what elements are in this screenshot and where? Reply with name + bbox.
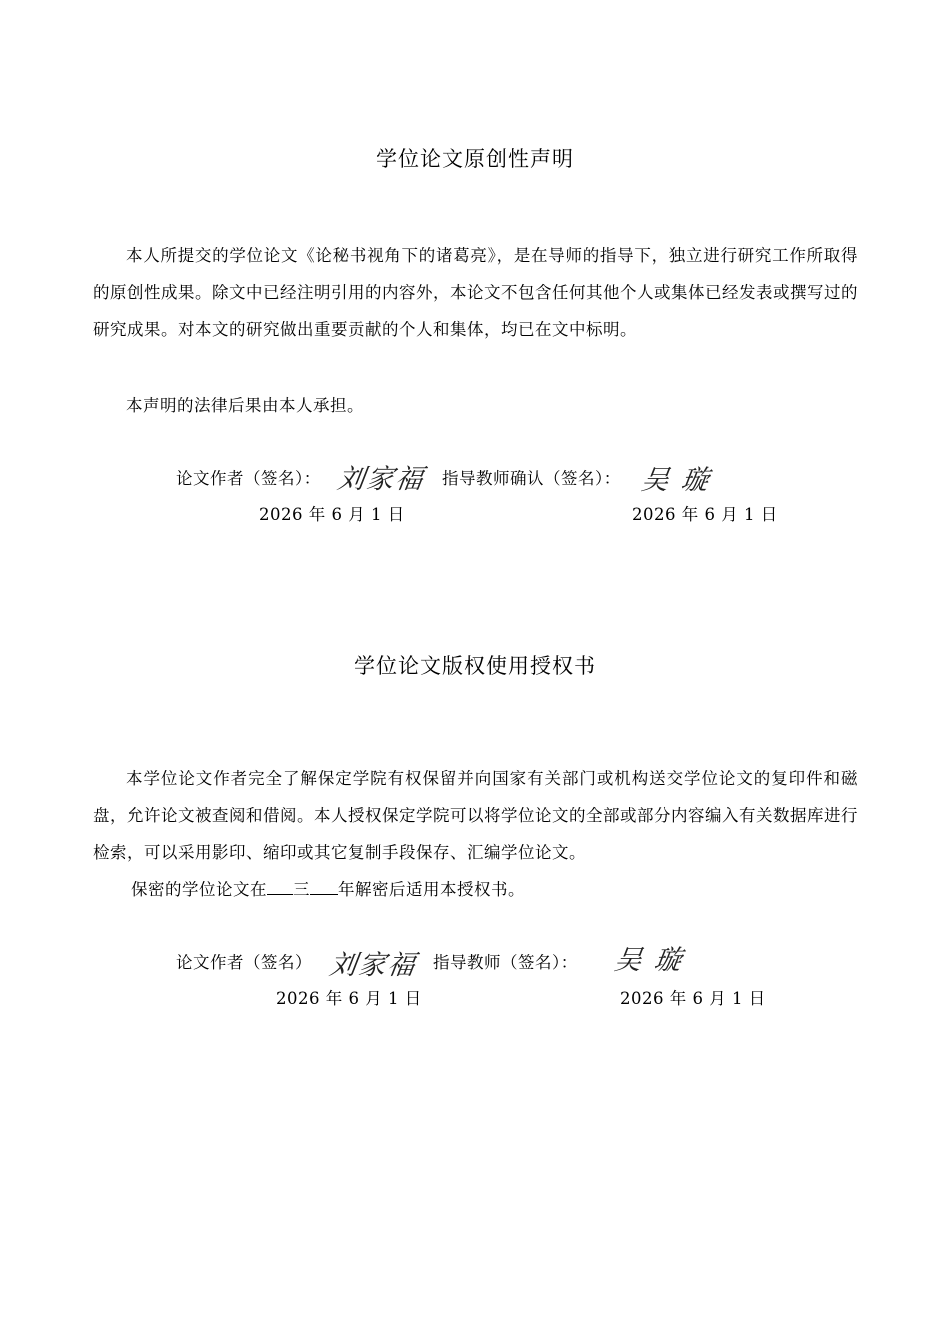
declaration-advisor-label: 指导教师确认（签名）： xyxy=(442,469,621,488)
declaration-paragraph-1: 本人所提交的学位论文《论秘书视角下的诸葛亮》，是在导师的指导下，独立进行研究工作所取得的原创性成果。除文中已经注明引用的内容外，本论文不包含任何其他个人或集体已经发表或撰写过的研究成果。对本文的研究做出重要贡献的个人和集体，均已在文中标明。 xyxy=(93,246,858,339)
declaration-author-label: 论文作者（签名）： xyxy=(176,469,321,488)
secret-prefix: 保密的学位论文在 xyxy=(131,880,267,899)
authorization-advisor-date: 2026 年 6 月 1 日 xyxy=(620,989,766,1008)
declaration-advisor-date: 2026 年 6 月 1 日 xyxy=(632,505,778,524)
declaration-author-signature: 刘家福 xyxy=(335,464,427,495)
declaration-advisor-signature: 吴 璇 xyxy=(639,465,713,496)
authorization-advisor-label: 指导教师（签名）： xyxy=(433,953,578,972)
authorization-title: 学位论文版权使用授权书 xyxy=(354,654,596,678)
authorization-paragraph-1: 本学位论文作者完全了解保定学院有权保留并向国家有关部门或机构送交学位论文的复印件和磁盘，允许论文被查阅和借阅。本人授权保定学院可以将学位论文的全部或部分内容编入有关数据库进行检索，可以采用影印、缩印或其它复制手段保存、汇编学位论文。 xyxy=(93,769,858,862)
authorization-secret-line xyxy=(131,876,525,900)
authorization-author-label: 论文作者（签名） xyxy=(176,953,312,972)
authorization-advisor-signature: 吴 璇 xyxy=(612,945,686,976)
secret-years: 三 xyxy=(293,880,310,899)
authorization-author-date: 2026 年 6 月 1 日 xyxy=(276,989,422,1008)
authorization-author-signature: 刘家福 xyxy=(327,950,419,981)
secret-suffix: 年解密后适用本授权书。 xyxy=(338,880,525,899)
declaration-paragraph-2: 本声明的法律后果由本人承担。 xyxy=(126,396,364,415)
declaration-author-date: 2026 年 6 月 1 日 xyxy=(259,505,405,524)
declaration-title: 学位论文原创性声明 xyxy=(376,147,574,171)
